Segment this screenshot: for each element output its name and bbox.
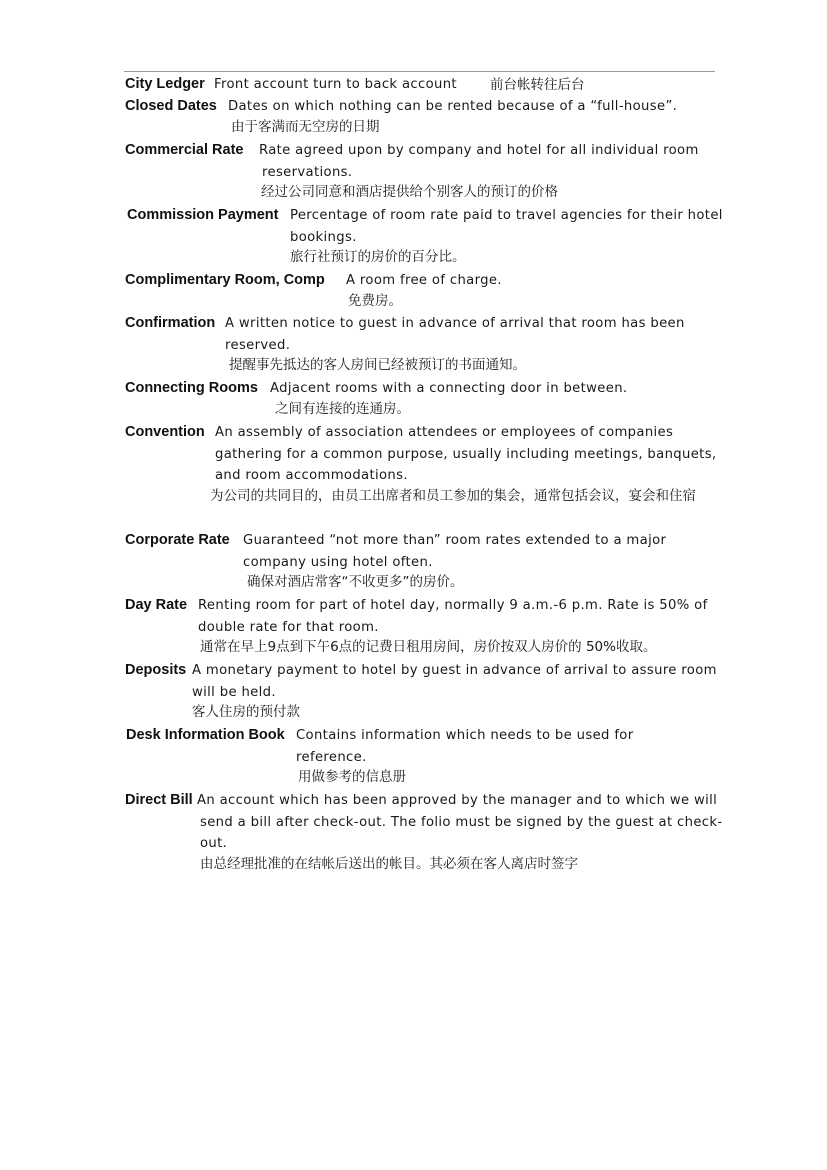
entry-translation: 由于客满而无空房的日期	[231, 118, 380, 135]
glossary-entry-closed-dates	[125, 95, 727, 139]
entry-translation: 之间有连接的连通房。	[275, 400, 410, 417]
entry-definition-block	[214, 74, 457, 96]
entry-definition: Rate agreed upon by company and hotel for all individual room reservations.	[259, 143, 699, 180]
glossary-entry-day-rate	[125, 594, 727, 656]
entry-term: Commercial Rate	[125, 142, 244, 158]
entry-term: City Ledger	[125, 76, 205, 92]
entry-translation: 免费房。	[348, 292, 402, 309]
entry-term: Closed Dates	[125, 98, 217, 114]
entry-definition-block	[228, 96, 739, 137]
entry-definition-block	[296, 725, 687, 787]
entry-translation: 由总经理批准的在结帐后送出的帐目。其必须在客人离店时签字	[200, 855, 578, 872]
glossary-entry-convention	[125, 421, 727, 527]
entry-translation: 前台帐转往后台	[490, 77, 585, 93]
glossary-entry-confirmation	[125, 312, 727, 374]
entry-translation: 旅行社预订的房价的百分比。	[290, 249, 466, 265]
entry-translation: 提醒事先抵达的客人房间已经被预订的书面通知。	[229, 357, 526, 373]
entry-definition-block	[270, 378, 727, 419]
glossary-entry-deposits	[125, 659, 727, 721]
entry-term: Commission Payment	[127, 207, 279, 223]
entry-definition-block	[259, 140, 727, 202]
entry-definition-block	[210, 422, 741, 507]
entry-definition-block	[290, 205, 741, 267]
glossary-entry-corporate-rate	[125, 529, 727, 591]
entry-definition-block	[225, 313, 709, 375]
entry-term: Desk Information Book	[126, 727, 285, 743]
entry-definition: Renting room for part of hotel day, normally 9 a.m.-6 p.m. Rate is 50% of double rate for that room.	[198, 598, 708, 635]
entry-definition: A monetary payment to hotel by guest in advance of arrival to assure room will be held.	[192, 663, 717, 700]
entry-term: Confirmation	[125, 315, 216, 331]
entry-definition: A written notice to guest in advance of arrival that room has been reserved.	[225, 316, 685, 353]
glossary-entry-commercial-rate	[125, 139, 727, 201]
entry-translation: 确保对酒店常客“不收更多”的房价。	[247, 574, 464, 590]
entry-definition: Guaranteed “not more than” room rates extended to a major company using hotel often.	[243, 533, 667, 570]
glossary-entry-complimentary-room	[125, 269, 727, 311]
entry-definition-block	[198, 595, 743, 657]
entry-term: Corporate Rate	[125, 532, 230, 548]
entry-definition-block	[197, 790, 737, 874]
entry-definition: A room free of charge.	[346, 273, 502, 288]
entry-term: Deposits	[125, 662, 187, 678]
glossary-entry-commission-payment	[125, 204, 727, 266]
entry-definition: Adjacent rooms with a connecting door in between.	[270, 381, 628, 396]
entry-definition: Front account turn to back account	[214, 77, 457, 92]
entry-term: Convention	[125, 424, 205, 440]
entry-translation: 通常在早上9点到下午6点的记费日租用房间，房价按双人房价的 50%收取。	[200, 639, 657, 655]
entry-definition: Percentage of room rate paid to travel agencies for their hotel bookings.	[290, 208, 723, 245]
entry-translation: 客人住房的预付款	[192, 704, 300, 720]
header-rule	[124, 71, 715, 72]
entry-term: Connecting Rooms	[125, 380, 258, 396]
entry-translation: 为公司的共同目的，由员工出席者和员工参加的集会，通常包括会议，宴会和住宿	[210, 487, 696, 504]
entry-definition-block	[192, 660, 737, 722]
entry-term: Direct Bill	[125, 792, 193, 808]
entry-translation: 用做参考的信息册	[298, 769, 406, 785]
entry-term: Complimentary Room, Comp	[125, 272, 325, 288]
entry-translation: 经过公司同意和酒店提供给个别客人的预订的价格	[261, 184, 558, 200]
entry-definition: Contains information which needs to be used for reference.	[296, 728, 634, 765]
glossary-entry-connecting-rooms	[125, 377, 727, 419]
entry-definition-block	[243, 530, 730, 592]
entry-definition: An account which has been approved by the manager and to which we will send a bill after check-out. The folio must be signed by the guest at check-out.	[197, 793, 723, 851]
glossary-entry-city-ledger	[125, 73, 727, 97]
entry-definition: Dates on which nothing can be rented because of a “full-house”.	[228, 99, 678, 114]
entry-term: Day Rate	[125, 597, 188, 613]
glossary-entry-direct-bill	[125, 789, 727, 875]
entry-definition-block	[346, 270, 727, 311]
entry-definition: An assembly of association attendees or employees of companies gathering for a common purpose, usually including meetings, banquets, and room accommodations.	[215, 425, 717, 483]
glossary-entry-desk-information-book	[125, 724, 727, 786]
